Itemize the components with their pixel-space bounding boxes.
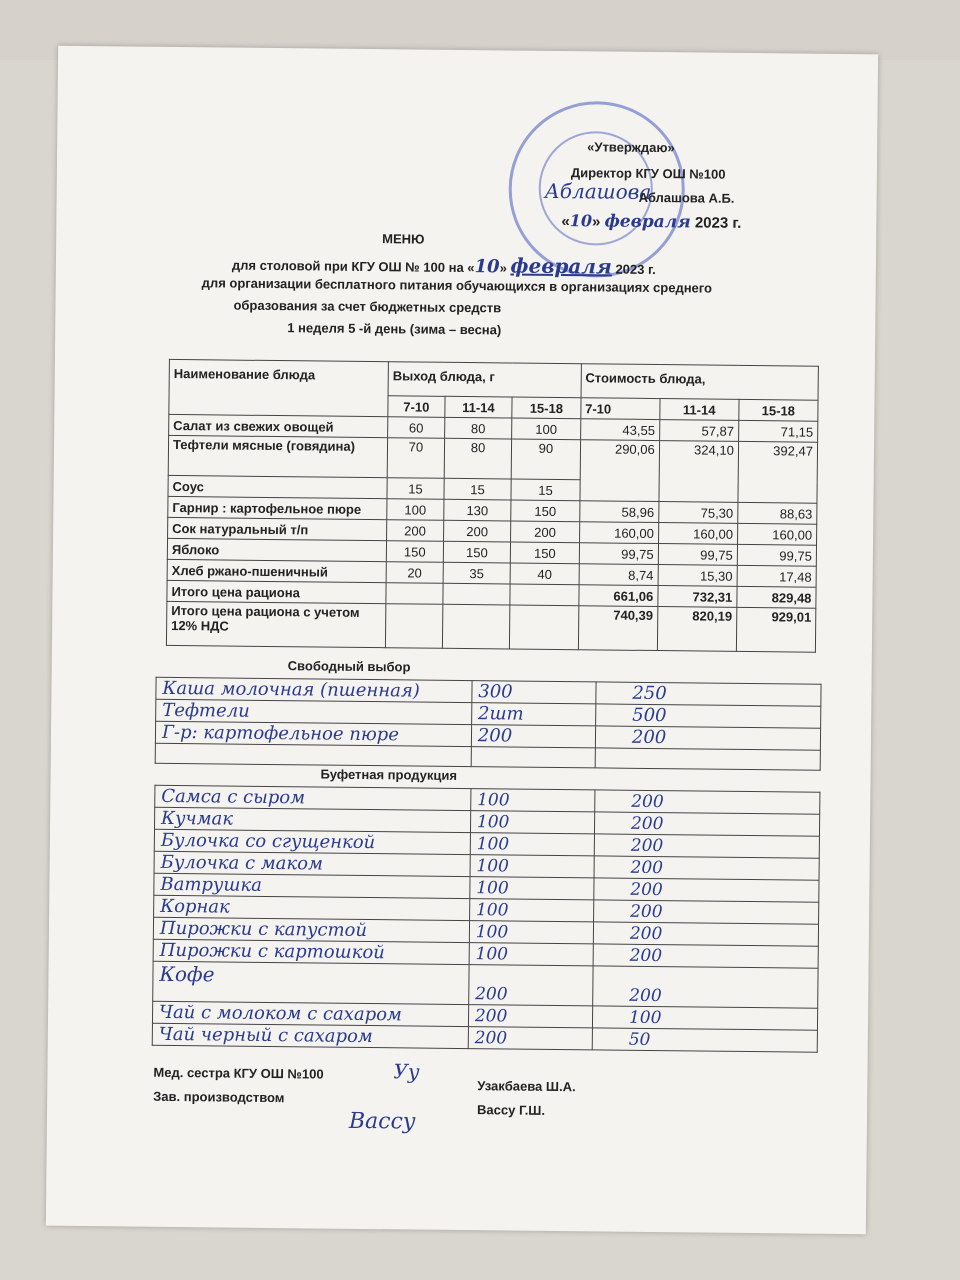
director-signature: Аблашова — [544, 178, 652, 204]
age-group: 15-18 — [739, 399, 818, 421]
menu-date-prefix: для столовой при КГУ ОШ № 100 на « — [231, 257, 475, 276]
dish-output: 80 — [444, 417, 512, 439]
dish-cost: 43,55 — [580, 419, 659, 441]
item-qty: 200 — [474, 1027, 508, 1048]
item-price: 200 — [630, 813, 664, 834]
dish-output: 200 — [511, 521, 580, 543]
item-qty: 100 — [476, 877, 509, 899]
dish-output: 35 — [443, 562, 511, 584]
item-qty: 200 — [477, 725, 513, 747]
item-qty: 2шт — [477, 703, 524, 725]
dish-output: 60 — [388, 417, 445, 439]
menu-day: 10 — [474, 256, 500, 278]
item-price: 200 — [629, 985, 662, 1007]
item-price: 500 — [632, 704, 667, 727]
approval-name: Аблашова А.Б. — [638, 189, 735, 206]
item-qty: 200 — [475, 984, 508, 1005]
chef-label: Зав. производством — [153, 1088, 285, 1106]
dish-cost: 71,15 — [738, 420, 817, 442]
item-name: Г-р: картофельное пюре — [161, 721, 400, 746]
menu-table — [166, 359, 819, 653]
dish-cost: 160,00 — [579, 522, 658, 544]
item-name: Чай черный с сахаром — [158, 1023, 373, 1048]
dish-cost: 75,30 — [659, 502, 738, 524]
dish-output: 15 — [511, 479, 580, 501]
item-qty: 100 — [475, 943, 509, 964]
approval-position: Директор КГУ ОШ №100 — [570, 165, 726, 182]
dish-output: 150 — [510, 542, 579, 564]
total-vat-row — [166, 601, 815, 652]
nurse-name: Узакбаева Ш.А. — [477, 1078, 576, 1095]
item-price: 200 — [630, 835, 664, 856]
dish-name: Соус — [168, 475, 387, 498]
dish-cost: 8,74 — [579, 564, 658, 586]
total-vat-value: 820,19 — [657, 607, 737, 652]
age-group: 7-10 — [388, 396, 445, 418]
approval-day: 10 — [569, 211, 593, 231]
total-vat-value: 740,39 — [578, 606, 658, 651]
dish-cost: 392,47 — [738, 441, 818, 503]
item-name: Булочка с маком — [160, 851, 324, 875]
item-name: Булочка со сгущенкой — [160, 829, 376, 854]
menu-year: 2023 г. — [615, 261, 656, 278]
item-name: Каша молочная (пшенная) — [162, 677, 420, 702]
dish-cost: 57,87 — [659, 420, 738, 442]
dish-cost: 58,96 — [579, 501, 658, 523]
approval-month: февраля — [604, 211, 691, 233]
item-price: 200 — [630, 857, 664, 878]
item-name: Кофе — [159, 961, 215, 987]
col-output-header: Выход блюда, г — [388, 362, 581, 398]
dish-output: 150 — [443, 541, 511, 563]
age-group: 7-10 — [581, 398, 660, 420]
table-row — [168, 435, 817, 482]
dish-output: 80 — [444, 438, 512, 479]
menu-date-line: для столовой при КГУ ОШ № 100 на «10» февраля 2023 г. — [231, 253, 656, 279]
col-cost-header: Стоимость блюда, — [581, 364, 819, 400]
item-qty: 100 — [476, 811, 510, 833]
dish-cost: 17,48 — [737, 565, 816, 587]
item-price: 50 — [628, 1029, 651, 1050]
total-vat-value: 929,01 — [736, 607, 816, 652]
dish-output: 15 — [387, 478, 444, 500]
total-label: Итого цена рациона — [167, 580, 386, 603]
item-qty: 100 — [476, 833, 510, 855]
dish-output: 20 — [386, 562, 443, 584]
buffet-title: Буфетная продукция — [320, 766, 458, 783]
item-name: Чай с молоком с сахаром — [158, 1001, 403, 1026]
item-name: Корнак — [160, 895, 230, 918]
approval-title: «Утверждаю» — [587, 139, 675, 156]
total-value: 829,48 — [737, 586, 816, 608]
item-name: Пирожки с капустой — [159, 917, 368, 942]
item-qty: 300 — [478, 681, 513, 703]
dish-cost: 15,30 — [658, 565, 737, 587]
dish-output: 100 — [512, 418, 581, 440]
total-value: 732,31 — [658, 586, 737, 608]
approval-year: 2023 г. — [694, 214, 742, 232]
free-choice-title: Свободный выбор — [287, 658, 411, 675]
dish-name: Сок натуральный т/п — [168, 517, 387, 540]
item-price: 250 — [632, 682, 667, 705]
list-item — [153, 961, 818, 1008]
item-name: Кучмак — [161, 807, 234, 830]
dish-cost: 290,06 — [580, 440, 660, 502]
dish-output: 100 — [387, 499, 444, 521]
item-name: Самса с сыром — [161, 785, 306, 809]
dish-output: 70 — [387, 438, 444, 479]
dish-output: 150 — [511, 500, 580, 522]
dish-name: Гарнир : картофельное пюре — [168, 496, 387, 519]
dish-output: 15 — [444, 478, 512, 500]
item-qty: 100 — [476, 855, 510, 877]
dish-output: 40 — [510, 563, 579, 585]
dish-cost: 324,10 — [659, 441, 739, 503]
age-group: 11-14 — [445, 396, 513, 418]
col-name-header: Наименование блюда — [169, 359, 389, 416]
dish-output: 200 — [387, 520, 444, 542]
dish-name: Яблоко — [167, 538, 386, 561]
free-choice-table — [155, 677, 822, 771]
item-name: Ватрушка — [160, 873, 263, 896]
dish-output: 90 — [511, 439, 580, 480]
dish-name: Хлеб ржано-пшеничный — [167, 559, 386, 582]
item-price: 200 — [630, 901, 663, 922]
approval-date: «10» февраля 2023 г. — [561, 211, 742, 233]
dish-output: 200 — [443, 520, 511, 542]
item-price: 100 — [628, 1007, 662, 1028]
dish-output: 130 — [444, 499, 512, 521]
menu-title: МЕНЮ — [382, 231, 425, 247]
item-price: 200 — [631, 791, 664, 812]
item-name: Пирожки с картошкой — [159, 939, 385, 964]
dish-cost: 160,00 — [658, 523, 737, 545]
menu-purpose: для организации бесплатного питания обучающихся в организациях среднего — [201, 275, 713, 296]
dish-cost: 99,75 — [658, 544, 737, 566]
dish-name: Тефтели мясные (говядина) — [168, 435, 387, 477]
item-qty: 100 — [477, 789, 510, 811]
age-group: 15-18 — [512, 397, 581, 419]
item-price: 200 — [631, 726, 667, 749]
dish-output: 150 — [386, 541, 443, 563]
nurse-label: Мед. сестра КГУ ОШ №100 — [153, 1064, 324, 1082]
total-vat-label: Итого цена рациона с учетом 12% НДС — [166, 601, 385, 647]
item-qty: 200 — [474, 1005, 508, 1026]
chef-name: Вассу Г.Ш. — [477, 1102, 546, 1118]
chef-signature: Вассу — [348, 1108, 416, 1135]
dish-cost: 160,00 — [737, 523, 816, 545]
menu-week-day: 1 неделя 5 -й день (зима – весна) — [287, 320, 502, 338]
item-price: 200 — [630, 879, 663, 900]
menu-document — [46, 46, 878, 1235]
dish-cost: 99,75 — [579, 543, 658, 565]
menu-month: февраля — [510, 253, 613, 279]
dish-name: Салат из свежих овощей — [169, 414, 388, 437]
nurse-signature: Уу — [393, 1059, 420, 1084]
item-name: Тефтели — [162, 699, 250, 722]
age-group: 11-14 — [660, 399, 739, 421]
item-price: 200 — [629, 945, 663, 966]
buffet-table — [152, 785, 821, 1053]
total-value: 661,06 — [579, 585, 658, 607]
item-qty: 100 — [475, 899, 509, 921]
menu-purpose-2: образования за счет бюджетных средств — [233, 297, 502, 316]
dish-cost: 99,75 — [737, 544, 816, 566]
dish-cost: 88,63 — [738, 502, 817, 524]
item-qty: 100 — [475, 921, 509, 942]
item-price: 200 — [629, 923, 663, 944]
